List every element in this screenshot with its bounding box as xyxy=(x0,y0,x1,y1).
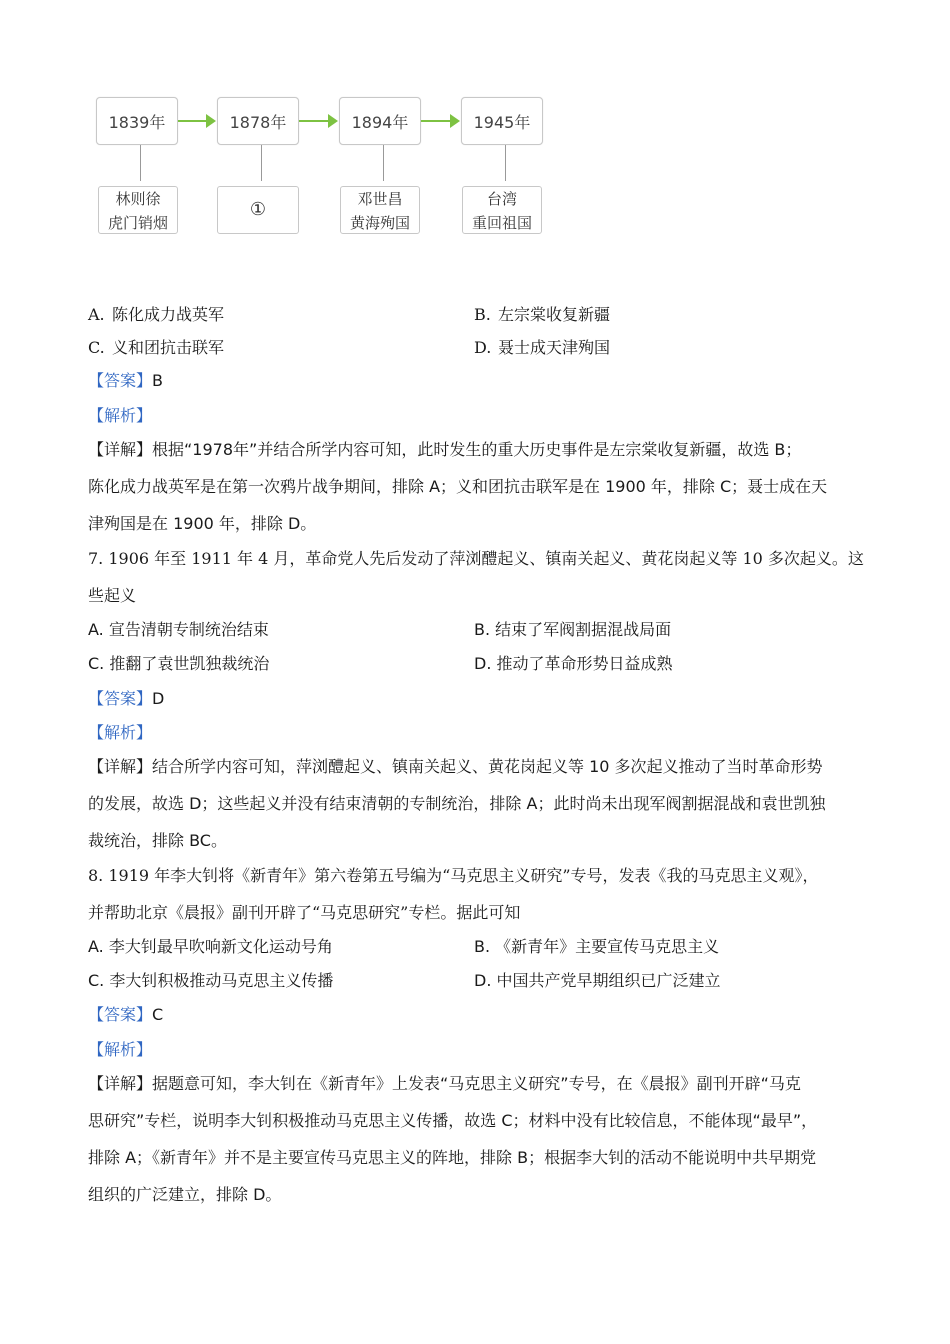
option-text: 聂士成天津殉国 xyxy=(498,338,611,357)
timeline-year-4: 1945年 xyxy=(461,97,543,145)
q7-analysis-label: 【解析】 xyxy=(88,723,153,742)
q7-answer xyxy=(88,688,164,710)
event-placeholder: ① xyxy=(249,199,267,220)
detail-text: 结合所学内容可知，萍浏醴起义、镇南关起义、黄花岗起义等 10 多次起义推动了当时革命形势 xyxy=(152,757,823,776)
q8-stem-line-1: 8. 1919 年李大钊将《新青年》第六卷第五号编为“马克思主义研究”专号，发表《我的马克思主义观》， xyxy=(88,866,819,885)
q8-detail-line-4: 组织的广泛建立，排除 D。 xyxy=(88,1185,282,1204)
answer-label: 【答案】 xyxy=(88,371,153,390)
timeline-event-2 xyxy=(217,186,299,234)
timeline-arrow-2 xyxy=(299,120,336,122)
q7-option-b: B. 结束了军阀割据混战局面 xyxy=(474,620,672,639)
answer-value: B xyxy=(152,371,163,390)
q6-detail-line-2: 陈化成力战英军是在第一次鸦片战争期间，排除 A；义和团抗击联军是在 1900 年，排除 C；聂士成在天 xyxy=(88,477,828,496)
q7-detail-line-3: 裁统治，排除 BC。 xyxy=(88,831,227,850)
q6-option-c: C. 义和团抗击联军 xyxy=(88,338,225,357)
event-text: 虎门销烟 xyxy=(107,214,168,232)
q6-detail-line-1 xyxy=(88,439,801,461)
timeline-event-3 xyxy=(340,186,420,234)
q7-detail-line-2: 的发展，故选 D；这些起义并没有结束清朝的专制统治，排除 A；此时尚未出现军阀割据混战和袁世凯独 xyxy=(88,794,826,813)
option-text: 义和团抗击联军 xyxy=(112,338,225,357)
q7-stem-line-2: 些起义 xyxy=(88,586,137,605)
detail-text: 根据“1978年”并结合所学内容可知，此时发生的重大历史事件是左宗棠收复新疆，故选 B； xyxy=(152,440,802,459)
detail-text: 据题意可知，李大钊在《新青年》上发表“马克思主义研究”专号，在《晨报》副刊开辟“马克 xyxy=(152,1074,801,1093)
event-text: 林则徐 xyxy=(115,190,161,208)
q6-detail-line-3: 津殉国是在 1900 年，排除 D。 xyxy=(88,514,317,533)
option-text: 陈化成力战英军 xyxy=(112,305,225,324)
event-text: 重回祖国 xyxy=(471,214,532,232)
q8-detail-line-2: 思研究”专栏，说明李大钊积极推动马克思主义传播，故选 C；材料中没有比较信息，不能体现“最早”， xyxy=(88,1111,818,1130)
q6-option-a: A. 陈化成力战英军 xyxy=(88,305,225,324)
q8-analysis-label: 【解析】 xyxy=(88,1040,153,1059)
q8-detail-line-3: 排除 A；《新青年》并不是主要宣传马克思主义的阵地，排除 B；根据李大钊的活动不能说明中共早期党 xyxy=(88,1148,817,1167)
q7-detail-line-1 xyxy=(88,756,823,778)
detail-label: 【详解】 xyxy=(88,757,153,776)
q8-option-b: B. 《新青年》主要宣传马克思主义 xyxy=(474,937,720,956)
answer-label: 【答案】 xyxy=(88,1005,153,1024)
timeline-event-1 xyxy=(98,186,178,234)
q7-stem-line-1: 7. 1906 年至 1911 年 4 月，革命党人先后发动了萍浏醴起义、镇南关起义、黄花岗起义等 10 多次起义。这 xyxy=(88,549,864,568)
timeline-connector xyxy=(383,145,384,181)
timeline-arrow-3 xyxy=(421,120,458,122)
detail-label: 【详解】 xyxy=(88,1074,153,1093)
q8-option-a: A. 李大钊最早吹响新文化运动号角 xyxy=(88,937,333,956)
q8-answer xyxy=(88,1004,163,1026)
q7-option-c: C. 推翻了袁世凯独裁统治 xyxy=(88,654,270,673)
timeline-connector xyxy=(505,145,506,181)
q6-answer xyxy=(88,370,163,392)
q8-option-c: C. 李大钊积极推动马克思主义传播 xyxy=(88,971,334,990)
timeline-event-4 xyxy=(462,186,542,234)
q8-stem-line-2: 并帮助北京《晨报》副刊开辟了“马克思研究”专栏。据此可知 xyxy=(88,903,521,922)
q8-detail-line-1 xyxy=(88,1073,801,1095)
option-text: 左宗棠收复新疆 xyxy=(498,305,611,324)
timeline-connector xyxy=(140,145,141,181)
event-text: 邓世昌 xyxy=(357,190,403,208)
q7-option-a: A. 宣告清朝专制统治结束 xyxy=(88,620,269,639)
q7-option-d: D. 推动了革命形势日益成熟 xyxy=(474,654,673,673)
q6-analysis-label: 【解析】 xyxy=(88,406,153,425)
q8-option-d: D. 中国共产党早期组织已广泛建立 xyxy=(474,971,721,990)
answer-value: D xyxy=(152,689,165,708)
answer-label: 【答案】 xyxy=(88,689,153,708)
timeline-connector xyxy=(261,145,262,181)
timeline-year-1: 1839年 xyxy=(96,97,178,145)
timeline-year-3: 1894年 xyxy=(339,97,421,145)
q6-option-b: B. 左宗棠收复新疆 xyxy=(474,305,611,324)
q6-option-d: D. 聂士成天津殉国 xyxy=(474,338,611,357)
timeline-arrow-1 xyxy=(178,120,214,122)
answer-value: C xyxy=(152,1005,164,1024)
event-text: 台湾 xyxy=(486,190,517,208)
detail-label: 【详解】 xyxy=(88,440,153,459)
timeline-year-2: 1878年 xyxy=(217,97,299,145)
event-text: 黄海殉国 xyxy=(349,214,410,232)
